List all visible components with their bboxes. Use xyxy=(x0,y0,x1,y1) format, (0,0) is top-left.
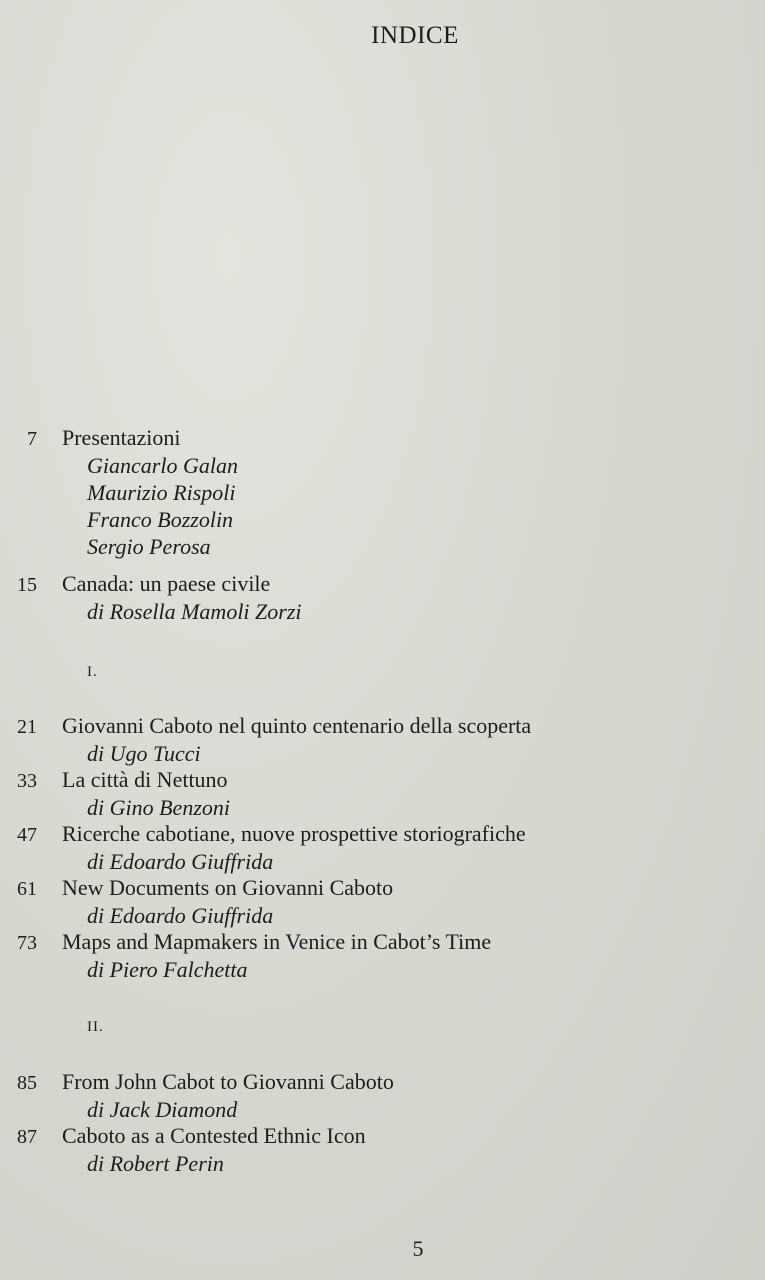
page-folio: 5 xyxy=(412,1236,424,1261)
toc-entry-presentazioni xyxy=(0,425,765,560)
entry-title: Presentazioni xyxy=(62,425,181,450)
entry-title: From John Cabot to Giovanni Caboto xyxy=(62,1069,394,1094)
entry-author: di Edoardo Giuffrida xyxy=(87,903,274,928)
entry-author: di Edoardo Giuffrida xyxy=(87,849,274,874)
entry-author: Sergio Perosa xyxy=(87,534,211,559)
entry-title: Caboto as a Contested Ethnic Icon xyxy=(62,1123,366,1148)
index-title: INDICE xyxy=(371,22,459,49)
entry-title: Giovanni Caboto nel quinto centenario della scoperta xyxy=(62,713,532,738)
entry-title: Maps and Mapmakers in Venice in Cabot’s Time xyxy=(62,929,492,954)
entry-author: Giancarlo Galan xyxy=(87,453,238,478)
entry-title: La città di Nettuno xyxy=(62,767,228,792)
entry-title: Canada: un paese civile xyxy=(62,571,271,596)
section-label-1: I. xyxy=(87,664,98,680)
entry-title: Ricerche cabotiane, nuove prospettive storiografiche xyxy=(62,821,526,846)
toc-entry xyxy=(0,821,765,875)
page-number: 7 xyxy=(27,428,37,450)
page-number: 47 xyxy=(17,824,37,846)
entry-title: New Documents on Giovanni Caboto xyxy=(62,875,394,900)
toc-entry xyxy=(0,1123,765,1177)
entry-author: di Robert Perin xyxy=(87,1151,224,1176)
entry-author: di Gino Benzoni xyxy=(87,795,230,820)
toc-entry-intro xyxy=(0,571,765,625)
entry-author: di Jack Diamond xyxy=(87,1097,238,1122)
page-number: 87 xyxy=(17,1126,37,1148)
page-number: 61 xyxy=(17,878,37,900)
entry-author: di Ugo Tucci xyxy=(87,741,201,766)
page-number: 85 xyxy=(17,1072,37,1094)
toc-entry xyxy=(0,767,765,821)
page-number: 15 xyxy=(17,574,37,596)
section-label-2: II. xyxy=(87,1019,104,1035)
toc-entry xyxy=(0,1069,765,1123)
page-number: 33 xyxy=(17,770,37,792)
entry-author: di Piero Falchetta xyxy=(87,957,248,982)
toc-entry xyxy=(0,929,765,983)
toc-entry xyxy=(0,875,765,929)
toc-entry xyxy=(0,713,765,767)
entry-author: Franco Bozzolin xyxy=(87,507,234,532)
entry-author: di Rosella Mamoli Zorzi xyxy=(87,599,302,624)
entry-author: Maurizio Rispoli xyxy=(87,480,236,505)
page-number: 21 xyxy=(17,716,37,738)
page-number: 73 xyxy=(17,932,37,954)
